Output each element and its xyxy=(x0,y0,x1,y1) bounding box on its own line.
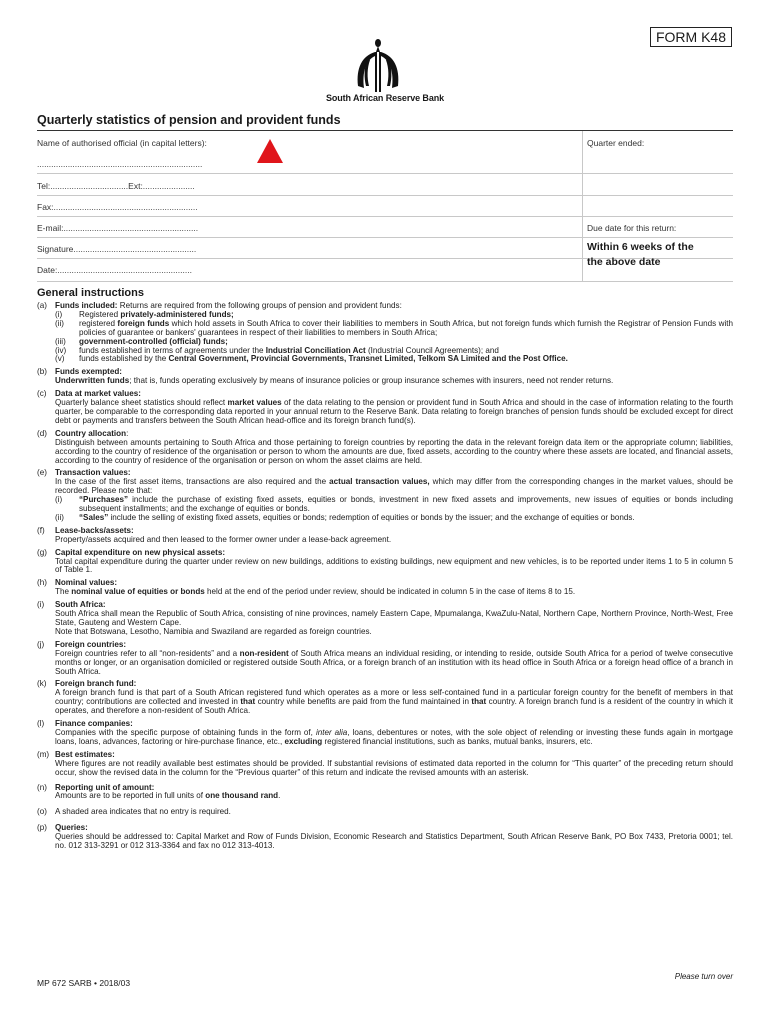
warning-triangle-icon xyxy=(256,138,284,164)
section-f xyxy=(37,527,733,545)
section-text: , loans, debentures or notes, with the sole object of relending or investing these funds again in mortgage loans, loans, advances, factoring or hire-purchase finance, etc., xyxy=(55,727,734,746)
section-heading: Country allocation xyxy=(55,428,127,438)
section-bold: nominal value of equities or bonds xyxy=(71,587,205,597)
section-text: country while benefits are paid from the fund maintained in xyxy=(255,697,472,707)
section-label: (l) xyxy=(37,719,45,729)
item-number: (i) xyxy=(55,309,63,319)
field-divider xyxy=(37,237,733,238)
item-bold: “Purchases” xyxy=(79,495,129,505)
section-heading: South Africa: xyxy=(55,600,106,610)
section-heading: Reporting unit of amount: xyxy=(55,782,155,792)
section-b xyxy=(37,368,733,386)
section-d xyxy=(37,430,733,466)
form-reference: MP 672 SARB • 2018/03 xyxy=(37,978,131,988)
quarter-ended-label: Quarter ended: xyxy=(587,138,645,148)
section-heading: Nominal values: xyxy=(55,578,118,588)
section-bold: actual transaction values, xyxy=(329,477,430,487)
item-text: Registered xyxy=(79,309,121,319)
section-text: registered financial institutions, such as banks, mutual banks, insurers, etc. xyxy=(322,736,593,746)
section-text: Distinguish between amounts pertaining to South Africa and those pertaining to foreign countries by reporting the data in the relevant foreign data item or the appropriate column; liabilities, according to the country of residence of the organisation or person to whom the amounts are due, fixed assets, according to the country where these assets are located, and financial assets, according to the country of residence of the organisation or person on whom the asset claims are held. xyxy=(55,437,733,465)
section-text: In the case of the first asset items, transactions are also required and the xyxy=(55,477,330,487)
title-rule xyxy=(37,130,733,131)
item-text: (Industrial Council Agreements); and xyxy=(365,345,499,355)
section-e xyxy=(37,469,733,522)
section-label: (j) xyxy=(37,639,45,649)
section-label: (b) xyxy=(37,367,47,377)
section-label: (g) xyxy=(37,547,47,557)
due-date-line-1: Within 6 weeks of the xyxy=(587,241,694,253)
section-bold: excluding xyxy=(284,736,323,746)
section-label: (k) xyxy=(37,679,47,689)
due-date-label: Due date for this return: xyxy=(587,223,677,233)
section-l xyxy=(37,720,733,747)
section-label: (e) xyxy=(37,468,47,478)
section-p xyxy=(37,824,733,851)
page-title: Quarterly statistics of pension and provident funds xyxy=(37,113,341,127)
section-text: . xyxy=(278,791,281,801)
item-text: which hold assets in South Africa to cover their liabilities to members in South Africa, but not foreign funds which furnish the Registrar of Pension Funds with policies of guarantee or bankers' guarantees in respect of their liabilities to members in South Africa; xyxy=(79,318,733,337)
section-k xyxy=(37,680,733,716)
section-text: of South Africa means an individual residing, or intending to reside, outside South Africa for a period of twelve consecutive months or longer, or an organisation domiciled or registered outside South Africa, or a foreign branch of an institution with its head office in South Africa or a foreign head office of a branch in South Africa. xyxy=(55,648,734,676)
section-text: South Africa shall mean the Republic of South Africa, consisting of nine provinces, namely Eastern Cape, Mpumalanga, KwaZulu-Natal, Northern Cape, Northern Province, North-West, Free State, Gauteng and Western Cape. xyxy=(55,609,733,627)
bank-name: South African Reserve Bank xyxy=(325,93,445,103)
section-g xyxy=(37,549,733,576)
signature-field[interactable]: Signature.................................................... xyxy=(37,244,197,254)
fax-field[interactable]: Fax:............................................................. xyxy=(37,202,198,212)
section-label: (p) xyxy=(37,823,47,833)
section-bold: market values xyxy=(227,398,282,408)
email-field[interactable]: E-mail:......................................................... xyxy=(37,223,199,233)
section-text: Amounts are to be reported in full units of xyxy=(55,791,206,801)
section-h xyxy=(37,579,733,597)
section-label: (n) xyxy=(37,782,47,792)
section-c xyxy=(37,390,733,426)
date-field[interactable]: Date:......................................................... xyxy=(37,265,192,275)
section-n xyxy=(37,784,733,802)
section-text: ; that is, funds operating exclusively by means of insurance policies or group insurance schemes with insurers, need not render returns. xyxy=(129,376,614,386)
section-bold: that xyxy=(240,697,256,707)
section-text: country. A foreign branch fund is a resident of the country in which it operates, and therefore a non-resident of South Africa. xyxy=(55,697,733,716)
section-text: Note that Botswana, Lesotho, Namibia and Swaziland are regarded as foreign countries. xyxy=(55,626,372,636)
item-bold: Industrial Conciliation Act xyxy=(265,345,366,355)
item-number: (ii) xyxy=(55,318,64,328)
item-bold: government-controlled (official) funds; xyxy=(79,336,228,346)
section-heading: Foreign countries: xyxy=(55,639,127,649)
section-text: Foreign countries refer to all “non-residents” and a xyxy=(55,648,240,658)
item-bold: “Sales” xyxy=(79,512,109,522)
form-code: FORM K48 xyxy=(650,27,732,47)
due-date-value xyxy=(587,240,694,270)
section-text: The xyxy=(55,587,72,597)
section-heading: Transaction values: xyxy=(55,468,131,478)
section-text: held at the end of the period under review, should be indicated in column 5 in the case of items 8 to 15. xyxy=(204,587,576,597)
section-heading: Best estimates: xyxy=(55,749,115,759)
section-i xyxy=(37,601,733,637)
item-number: (iii) xyxy=(55,336,66,346)
item-text: include the purchase of existing fixed assets, equities or bonds, investment in new fixed assets and improvements, new issues of equities or bonds including subsequent installments; and the exchange of equities or bonds. xyxy=(79,495,733,514)
item-bold: Central Government, Provincial Governments, Transnet Limited, Telkom SA Limited and the Post Office. xyxy=(168,354,568,364)
section-heading: Lease-backs/assets: xyxy=(55,525,134,535)
section-label: (m) xyxy=(37,749,50,759)
tel-field[interactable]: Tel:.................................Ext:...................... xyxy=(37,181,195,191)
general-instructions-title: General instructions xyxy=(37,287,144,299)
section-heading: Funds included: xyxy=(55,301,118,310)
item-number: (iv) xyxy=(55,345,67,355)
field-divider xyxy=(37,216,733,217)
section-label: (i) xyxy=(37,600,45,610)
section-bold: one thousand rand xyxy=(205,791,279,801)
section-label: (f) xyxy=(37,525,45,535)
section-text: A shaded area indicates that no entry is required. xyxy=(55,807,231,817)
section-italic: inter alia xyxy=(315,727,348,737)
field-divider xyxy=(37,173,733,174)
section-o xyxy=(37,808,733,817)
section-heading: Queries: xyxy=(55,823,88,833)
section-heading: Funds exempted: xyxy=(55,367,123,377)
column-divider xyxy=(582,131,583,282)
field-divider xyxy=(37,195,733,196)
section-heading: Foreign branch fund: xyxy=(55,679,137,689)
turn-over-note: Please turn over xyxy=(674,972,733,981)
section-text: A foreign branch fund is that part of a South African registered fund which operates as a more or less self-contained fund in a particular foreign country for the benefit of members in that country; contributions are collected and invested in xyxy=(55,688,733,707)
section-text: Total capital expenditure during the quarter under review on new buildings, additions to existing buildings, new equipment and new vehicles, is to be reported under items 1 to 5 in column 5 of Table 1. xyxy=(55,556,733,575)
section-text: of the data relating to the pension or provident fund in South Africa and should in the case of information relating to the fourth quarter, be comparable to the corresponding data reported in your annual return to the Reserve Bank. Data relating to foreign branches of pension funds should be excluded except for direct debt or payments and transfers between the South African head-office and its foreign branch fund(s). xyxy=(55,398,733,425)
section-label: (a) xyxy=(37,301,47,310)
section-label: (c) xyxy=(37,389,47,399)
item-bold: privately-administered funds; xyxy=(120,309,234,319)
section-bold: Underwritten funds xyxy=(55,376,130,386)
section-m xyxy=(37,751,733,778)
section-bold: that xyxy=(471,697,487,707)
item-text: funds established in terms of agreements under the xyxy=(79,345,266,355)
item-text: include the selling of existing fixed assets, equities or bonds; redemption of equities or bonds by the issuer; and the exchange of equities or bonds. xyxy=(108,512,635,522)
item-text: registered xyxy=(79,318,118,328)
section-heading: Finance companies: xyxy=(55,719,133,729)
section-text: Queries should be addressed to: Capital Market and Row of Funds Division, Economic Research and Statistics Department, South African Reserve Bank, PO Box 7433, Pretoria 0001; tel. no. 012 313-3291 or 012 313-3364 and fax no 012 313-4013. xyxy=(55,832,733,851)
section-label: (h) xyxy=(37,578,47,588)
section-text: Quarterly balance sheet statistics should reflect xyxy=(55,398,228,408)
section-text: which may differ from the corresponding changes in the market values, should be recorded. Please note that: xyxy=(55,477,733,496)
field-divider xyxy=(37,281,733,282)
section-heading: Data at market values: xyxy=(55,389,141,399)
section-j xyxy=(37,641,733,677)
item-bold: foreign funds xyxy=(117,318,170,328)
section-label: (o) xyxy=(37,807,47,817)
section-text: : xyxy=(126,428,129,438)
reserve-bank-logo xyxy=(348,38,408,92)
section-text: Where figures are not readily available best estimates should be provided. If substantial revisions of estimated data reported in the column for “This quarter” of the preceding return should occur, show the revised data in the column for the “Previous quarter” of this return and indicate the revised amounts with an asterisk. xyxy=(55,758,733,777)
section-label: (d) xyxy=(37,428,47,438)
section-text: Returns are required from the following groups of pension and provident funds: xyxy=(117,301,402,310)
item-number: (ii) xyxy=(55,512,64,522)
due-date-line-2: the above date xyxy=(587,256,661,268)
item-number: (v) xyxy=(55,354,65,364)
item-number: (i) xyxy=(55,495,63,505)
section-bold: non-resident xyxy=(239,648,289,658)
official-name-label: Name of authorised official (in capital letters): xyxy=(37,138,207,148)
section-text: Companies with the specific purpose of obtaining funds in the form of, xyxy=(55,727,316,737)
section-a xyxy=(37,302,733,364)
item-text: funds established by the xyxy=(79,354,169,364)
section-text: Property/assets acquired and then leased to the former owner under a lease-back agreement. xyxy=(55,534,392,544)
section-heading: Capital expenditure on new physical assets: xyxy=(55,547,226,557)
instructions-body xyxy=(37,302,733,851)
official-name-field[interactable]: ...................................................................... xyxy=(37,159,203,169)
